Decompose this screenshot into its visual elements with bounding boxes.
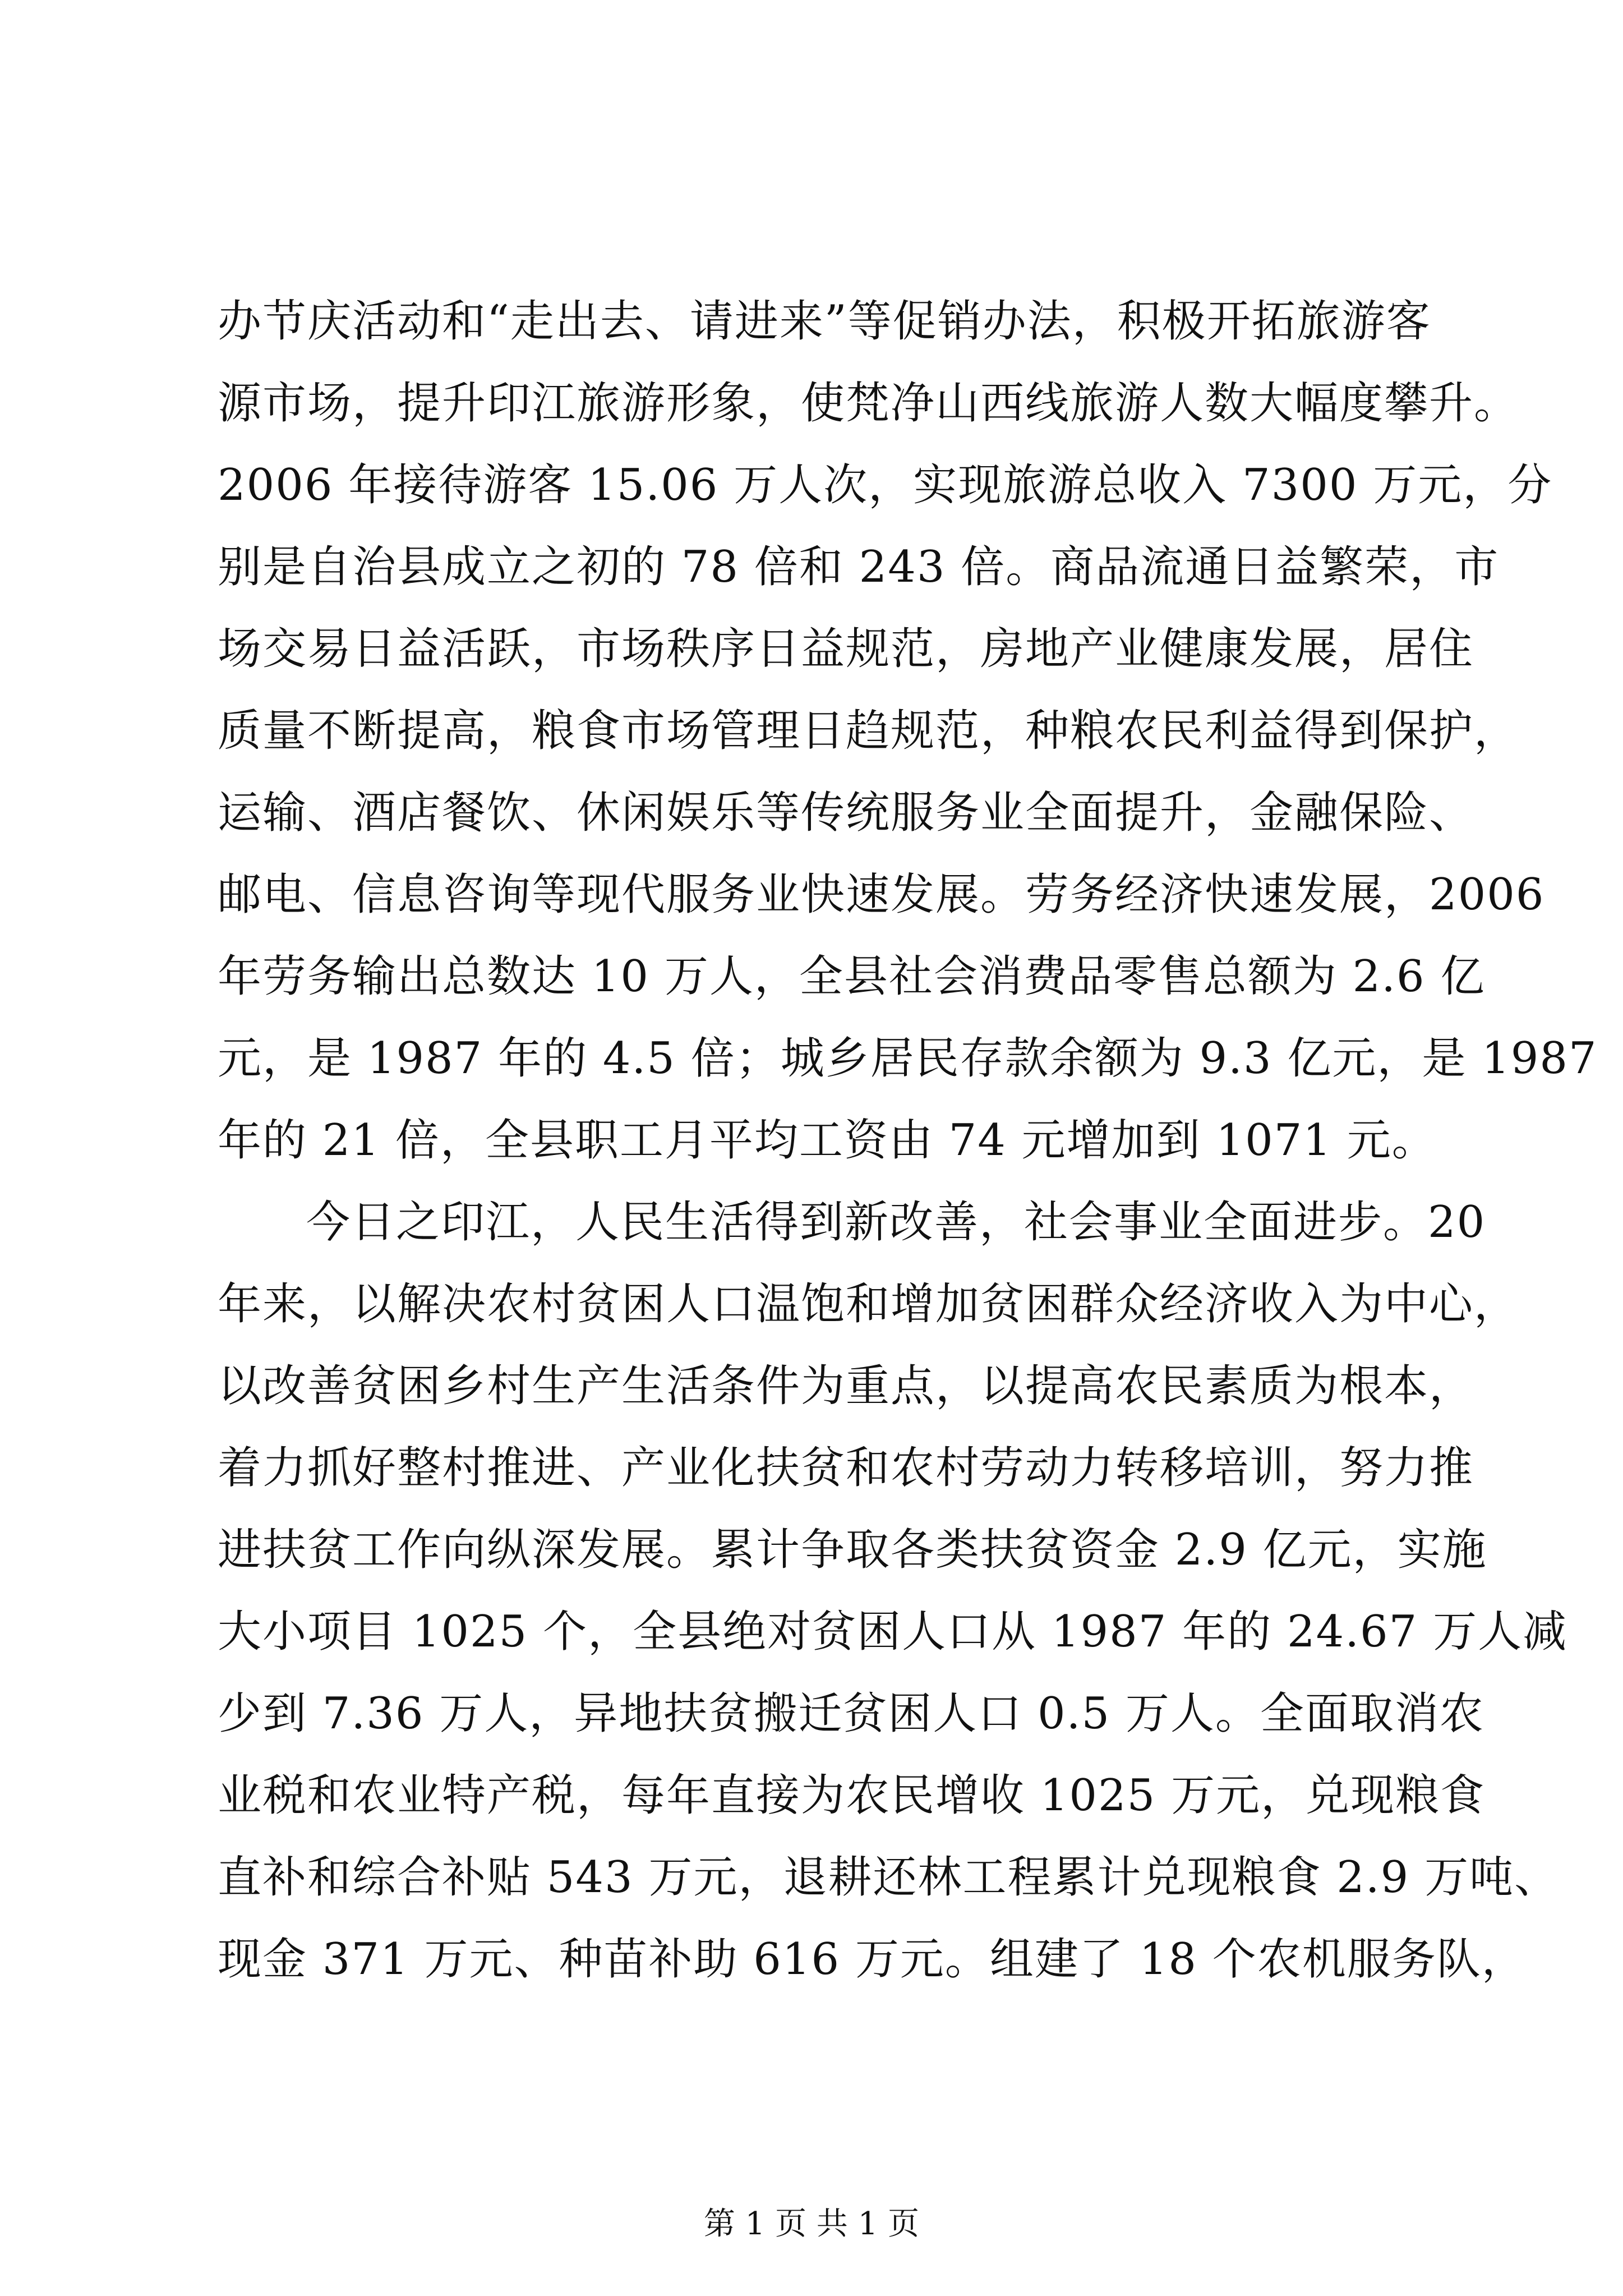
text-line: 年的 21 倍，全县职工月平均工资由 74 元增加到 1071 元。 (218, 1115, 1437, 1166)
text-line: 质量不断提高，粮食市场管理日趋规范，种粮农民利益得到保护， (218, 706, 1519, 756)
text-line: 源市场，提升印江旅游形象，使梵净山西线旅游人数大幅度攀升。 (218, 378, 1519, 429)
body-text (218, 280, 1598, 2000)
text-line: 以改善贫困乡村生产生活条件为重点，以提高农民素质为根本， (218, 1361, 1474, 1411)
text-line: 年来，以解决农村贫困人口温饱和增加贫困群众经济收入为中心， (218, 1279, 1519, 1329)
text-line: 大小项目 1025 个，全县绝对贫困人口从 1987 年的 24.67 万人减 (218, 1607, 1568, 1657)
text-line: 元，是 1987 年的 4.5 倍；城乡居民存款余额为 9.3 亿元，是 1987 (218, 1033, 1598, 1084)
paragraph-start-line: 今日之印江，人民生活得到新改善，社会事业全面进步。20 (306, 1197, 1486, 1248)
text-line: 少到 7.36 万人，异地扶贫搬迁贫困人口 0.5 万人。全面取消农 (218, 1688, 1484, 1739)
text-line: 场交易日益活跃，市场秩序日益规范，房地产业健康发展，居住 (218, 624, 1474, 674)
text-line: 办节庆活动和“走出去、请进来”等促销办法，积极开拓旅游客 (218, 296, 1431, 347)
text-line: 别是自治县成立之初的 78 倍和 243 倍。商品流通日益繁荣，市 (218, 542, 1500, 592)
text-line: 着力抓好整村推进、产业化扶贫和农村劳动力转移培训，努力推 (218, 1443, 1474, 1493)
page-footer: 第 1 页 共 1 页 (703, 2206, 920, 2242)
text-line: 年劳务输出总数达 10 万人，全县社会消费品零售总额为 2.6 亿 (218, 951, 1486, 1002)
text-line: 业税和农业特产税，每年直接为农民增收 1025 万元，兑现粮食 (218, 1770, 1486, 1821)
text-line: 现金 371 万元、种苗补助 616 万元。组建了 18 个农机服务队， (218, 1934, 1527, 1985)
text-line: 进扶贫工作向纵深发展。累计争取各类扶贫资金 2.9 亿元，实施 (218, 1525, 1487, 1575)
text-line: 2006 年接待游客 15.06 万人次，实现旅游总收入 7300 万元，分 (218, 460, 1553, 510)
text-line: 运输、酒店餐饮、休闲娱乐等传统服务业全面提升，金融保险、 (218, 788, 1474, 838)
text-line: 直补和综合补贴 543 万元，退耕还林工程累计兑现粮食 2.9 万吨、 (218, 1852, 1560, 1903)
text-line: 邮电、信息咨询等现代服务业快速发展。劳务经济快速发展，2006 (218, 869, 1545, 920)
